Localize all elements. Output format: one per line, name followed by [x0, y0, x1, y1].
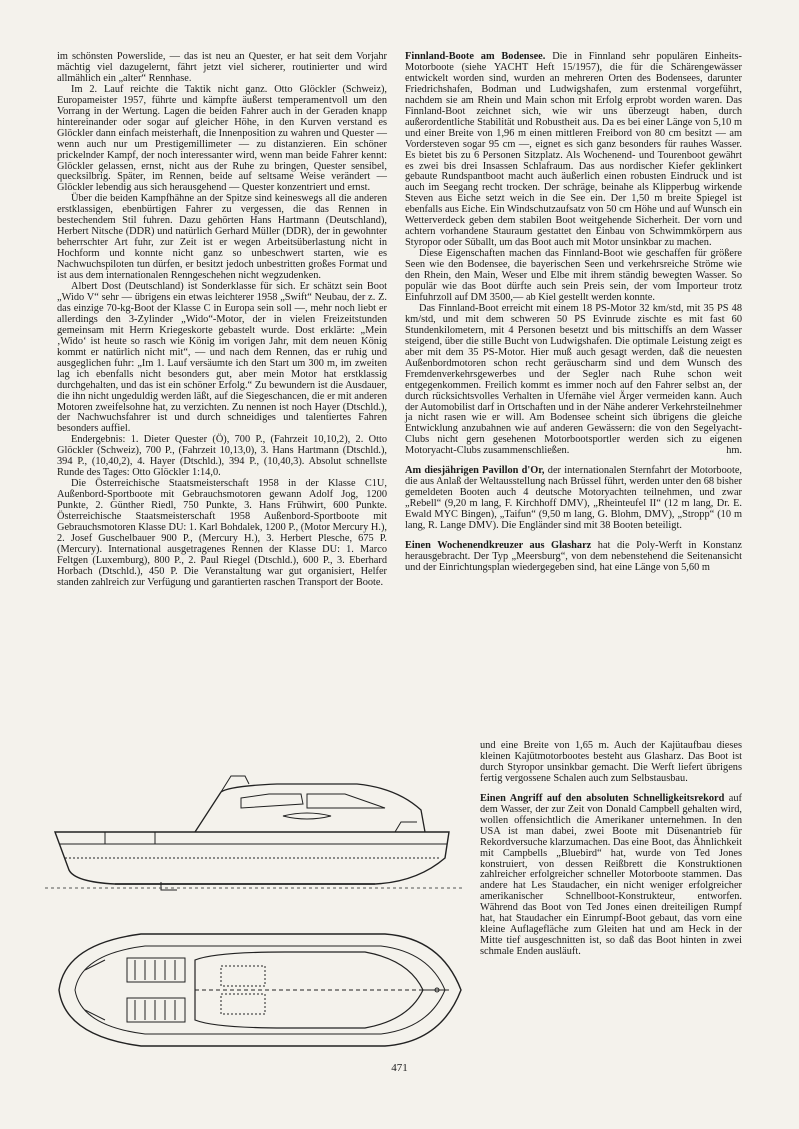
- paragraph: Über die beiden Kampfhähne an der Spitze sind keineswegs all die anderen erstklassigen, ebenbürtigen Fahrer zu vergessen, die das Rennen in bestechendem Stil fuhren. Dazu gehörten Hans Hartmann (Deutschland), Herbert Nitsche (DDR) und natürlich Gerhard Müller (DDR), der in gewohnter beherrschter Art fuhr, zur Zeit ist er wegen Arbeitsüberlastung nicht in Hochform und konnte nicht ganz so unbeschwert starten, wie es Nachwuchspiloten tun dürfen, er besitzt jedoch unbestritten großes Format und ist aus dem internationalen Renngeschehen nicht wegzudenken.: [57, 193, 387, 282]
- paragraph: Diese Eigenschaften machen das Finnland-Boot wie geschaffen für größere Seen wie den Bodensee, die bayerischen Seen und verkehrsreiche Ströme wie den Rhein, den Main, Weser und Elbe mit ihrem ständig bewegten Wasser. So populär wie das Boot dürfte auch sein Preis sein, der vom Importeur trotz Einfuhrzoll auf DM 3500,— ab Kiel gestellt werden konnte.: [405, 248, 742, 303]
- right-column-top: [405, 52, 742, 574]
- glasharz-heading: Einen Wochenendkreuzer aus Glasharz: [405, 539, 592, 551]
- glasharz-article: [405, 541, 742, 574]
- rekord-heading: Einen Angriff auf den absoluten Schnelligkeitsrekord: [480, 792, 725, 804]
- results-paragraph: Endergebnis: 1. Dieter Quester (Ö), 700 P., (Fahrzeit 10,10,2), 2. Otto Glöckler (Schweiz), 700 P., (Fahrzeit 10,13,0), 3. Hans Hartmann (Dtschld.), 394 P., (10,40,2), 4. Hayer (Dtschld.), 394 P., (10,40,3). Absolut schnellste Runde des Tages: Otto Glöckler 1:14,0.: [57, 434, 387, 479]
- boat-drawing: [45, 770, 475, 1070]
- rekord-article: [480, 794, 742, 958]
- paragraph: Albert Dost (Deutschland) ist Sonderklasse für sich. Er schätzt sein Boot „Wido V“ sehr — übrigens ein etwas leichterer 1958 „Swift“ Neubau, der z. Z. das einzige 70-kg-Boot der Klasse C in Europa sein soll —, mehr noch liebt er allerdings den 3-Zylinder „Wido“-Motor, der in vielen Freizeitstunden gemeinsam mit Herrn Kriegeskorte gebastelt wurde. Dost erklärte: „Mein ‚Wido‘ ist heute so rasch wie König im vorigen Jahr, mit dem neuen König kommt er natürlich nicht mit“, — und nach dem Rennen, das er ruhig und ausgeglichen fuhr: „Im 1. Lauf versäumte ich den Start um 300 m, im zweiten lag ich ebenfalls nicht besonders gut, aber mein Motor hat erstklassig durchgehalten, und das ist ein schöner Erfolg.“ Zu bewundern ist die Ausdauer, die ihn nicht ungeduldig werden läßt, auf die Siegeschancen, die er mit anderen Motoren zweifelsohne hat, zu verzichten. Zu nennen ist noch Hayer (Dtschld.), der Nachwuchsfahrer ist und durch schneidiges und talentiertes Fahren besonders auffiel.: [57, 281, 387, 435]
- paragraph: Im 2. Lauf reichte die Taktik nicht ganz. Otto Glöckler (Schweiz), Europameister 1957, führte und kämpfte äußerst temperamentvoll um den Vorrang in der Wertung. Lagen die beiden Fahrer auch in der Geraden knapp hintereinander oder sogar auf gleicher Höhe, in den Kurven verstand es Glöckler dann einfach meisterhaft, die Innenposition zu wahren und Quester — wenn auch nur um Prestigemillimeter — zu distanzieren. Ein schöner prickelnder Kampf, der noch interessanter wird, wenn man beide Fahrer kennt: Glöckler gelassen, ernst, nicht aus der Ruhe zu bringen, Quester sensibel, quecksilbrig. Später, im Rennen, beide auf seltsame Weise verändert — Glöckler lebendig aus sich herausgehend — Quester konzentriert und ernst.: [57, 83, 387, 194]
- boat-side-view: [45, 776, 465, 890]
- pavillon-body: der internationalen Sternfahrt der Motorboote, die aus Anlaß der Weltausstellung nach Brüssel führt, werden unter den 68 bisher gemeldeten Booten auch 4 deutsche Motoryachten teilnehmen, und zwar „Rebell“ (9,20 m lang, F. Kirchhoff DMV), „Rheinteufel II“ (12 m lang, Dr. E. Ewald MYC Bingen), „Taifun“ (9,50 m lang, G. Blohm, DMV), „Stropp“ (10 m lang, R. Lange DMV). Die Engländer sind mit 38 Booten beteiligt.: [405, 465, 742, 532]
- rekord-body: auf dem Wasser, der zur Zeit von Donald Campbell gehalten wird, wollen offensichtlich die Amerikaner unternehmen. In den USA ist man dabei, zwei Boote mit Düsenantrieb für Rekordversuche klarzumachen. Das eine Boot, das Ähnlichkeit mit Campbells „Bluebird“ hat, wurde von Ted Jones konstruiert, von dessen Reißbrett die Konstruktionen zahlreicher erfolgreicher schneller Motorboote stammen. Das andere hat Les Staudacher, ein nicht weniger erfolgreicher amerikanischer Schnellboot-Konstrukteur, entworfen. Während das Boot von Ted Jones einen dreiteiligen Rumpf hat, hat Staudacher ein Einrumpf-Boot gebaut, das vorn eine kleine Auflagefläche zum Gleiten hat und am Heck in der Mitte tief ausgeschnitten ist, so daß das Boot hinten in zwei schmale Enden ausläuft.: [480, 792, 742, 958]
- finnland-article: [405, 52, 742, 249]
- finnland-body: Das Finnland-Boot erreicht mit einem 18 PS-Motor 32 km/std, mit 35 PS 48 km/std, und mit dem schweren 50 PS Evinrude zischte es mit fast 60 Stundenkilometern, mit 4 Personen besetzt und bis mittschiffs an dem Wasser steigend, über die stille Bucht von Ludwigshafen. Die optimale Leistung zeigt es aber mit dem 35 PS-Motor. Hier muß auch gesagt werden, daß die neuesten Außenbordmotoren schon recht geräuscharm sind und dem Wunsch des Fremdenverkehrsgewerbes und der Segler nach Ruhe schon weit entgegenkommen. Freilich kommt es immer noch auf den Fahrer selbst an, der durch rücksichtsvolles Verhalten in Ufernähe viel Ärger vermeiden kann. Auch der Automobilist darf in Ortschaften und in der Nähe anderer Verkehrsteilnehmer ja nicht rasen wie er will. Am Bodensee scheint sich übrigens die gleiche Entwicklung anzubahnen wie auf anderen Gewässern: die von den Segelyacht-Clubs nicht gern gesehenen Motorbootsportler werden sich zu eigenen Motoryacht-Clubs zusammenschließen.: [405, 302, 742, 457]
- boat-plan-view: [59, 934, 461, 1046]
- finnland-body: Die in Finnland sehr populären Einheits-Motorboote (siehe YACHT Heft 15/1957), die für die Schärengewässer entwickelt worden sind, wurden an mehreren Orten des Bodensees, darunter Friedrichshafen, Bodman und Ludwigshafen, zum erstenmal vorgeführt, nachdem sie am Rhein und Main schon mit Erfolg erprobt worden waren. Das Finnland-Boot zeichnet sich, wie wir uns überzeugt haben, durch außerordentliche Stabilität und Robustheit aus. Da es bei einer Länge von 5,10 m und einer Breite von 1,96 m einen mittleren Freibord von 80 cm besitzt — am Vordersteven sogar 95 cm —, eignet es sich ganz besonders für rauhes Wasser. Es bietet bis zu 6 Personen Sitzplatz. Als Wochenend- und Tourenboot gewährt es zwei bis drei Insassen Schlafraum. Das aus nordischer Kiefer geklinkert gebaute Rundspantboot macht auch äußerlich einen robusten Eindruck und ist auch im Seegang recht trocken. Der schräge, beinahe als Klipperbug wirkende Steven aus Eiche setzt weich in die See ein. Der 1,50 m breite Spiegel ist ebenfalls aus Eiche. Ein Windschutzaufsatz von 50 cm Höhe und auf Wunsch ein Wetterverdeck geben dem stabilen Boot weitgehende Sicherheit. Der vorn und achtern vorhandene Stauraum gestattet den Einbau von Schwimmkörpern aus Styropor oder Süballt, um das Boot auch mit Motor unsinkbar zu machen.: [405, 51, 742, 249]
- author-signature: hm.: [726, 445, 742, 457]
- right-column-bottom: [480, 741, 742, 958]
- left-column: [57, 52, 387, 589]
- finnland-heading: Finnland-Boote am Bodensee.: [405, 51, 546, 62]
- pavillon-heading: Am diesjährigen Pavillon d'Or,: [405, 465, 545, 477]
- pavillon-article: [405, 466, 742, 532]
- glasharz-body: hat die Poly-Werft in Konstanz herausgebracht. Der Typ „Meersburg“, von dem nebenstehend die Seitenansicht und der Einrichtungsplan wiedergegeben sind, hat eine Länge von 5,60 m: [405, 539, 742, 573]
- glasharz-continuation: und eine Breite von 1,65 m. Auch der Kajütaufbau dieses kleinen Kajütmotorbootes besteht aus Glasharz. Das Boot ist durch Styropor unsinkbar gemacht. Die Werft liefert übrigens fertig vergossene Schalen auch zum Selbstausbau.: [480, 740, 742, 784]
- paragraph: [405, 304, 742, 457]
- paragraph: im schönsten Powerslide, — das ist neu an Quester, er hat seit dem Vorjahr mächtig viel dazugelernt, fährt jetzt viel sicherer, routinierter und wird allmählich ein „alter“ Rennhase.: [57, 51, 387, 84]
- page-number: 471: [391, 1062, 408, 1074]
- championship-paragraph: Die Österreichische Staatsmeisterschaft 1958 in der Klasse C1U, Außenbord-Sportboote mit Gebrauchsmotoren gewann Adolf Jog, 1200 Punkte, 2. Günther Riedl, 750 Punkte, 3. Hans Frühwirt, 600 Punkte. Österreichische Staatsmeisterschaft 1958 Außenbord-Sportboote mit Gebrauchsmotoren Klasse DU: 1. Karl Bohdalek, 1200 P., (Motor Mercury H.), 2. Josef Guschelbauer 900 P., (Mercury H.), 3. Herbert Plesche, 675 P. (Mercury). International ausgetragenes Rennen der Klasse DU: 1. Marco Feltgen (Luxemburg), 800 P., 2. Paul Riegel (Dtschld.), 600 P., 3. Eberhard Horbach (Dtschld.), 450 P. Die Veranstaltung war gut organisiert, Helfer standen zahlreich zur Verfügung und garantierten raschen Transport der Boote.: [57, 478, 387, 588]
